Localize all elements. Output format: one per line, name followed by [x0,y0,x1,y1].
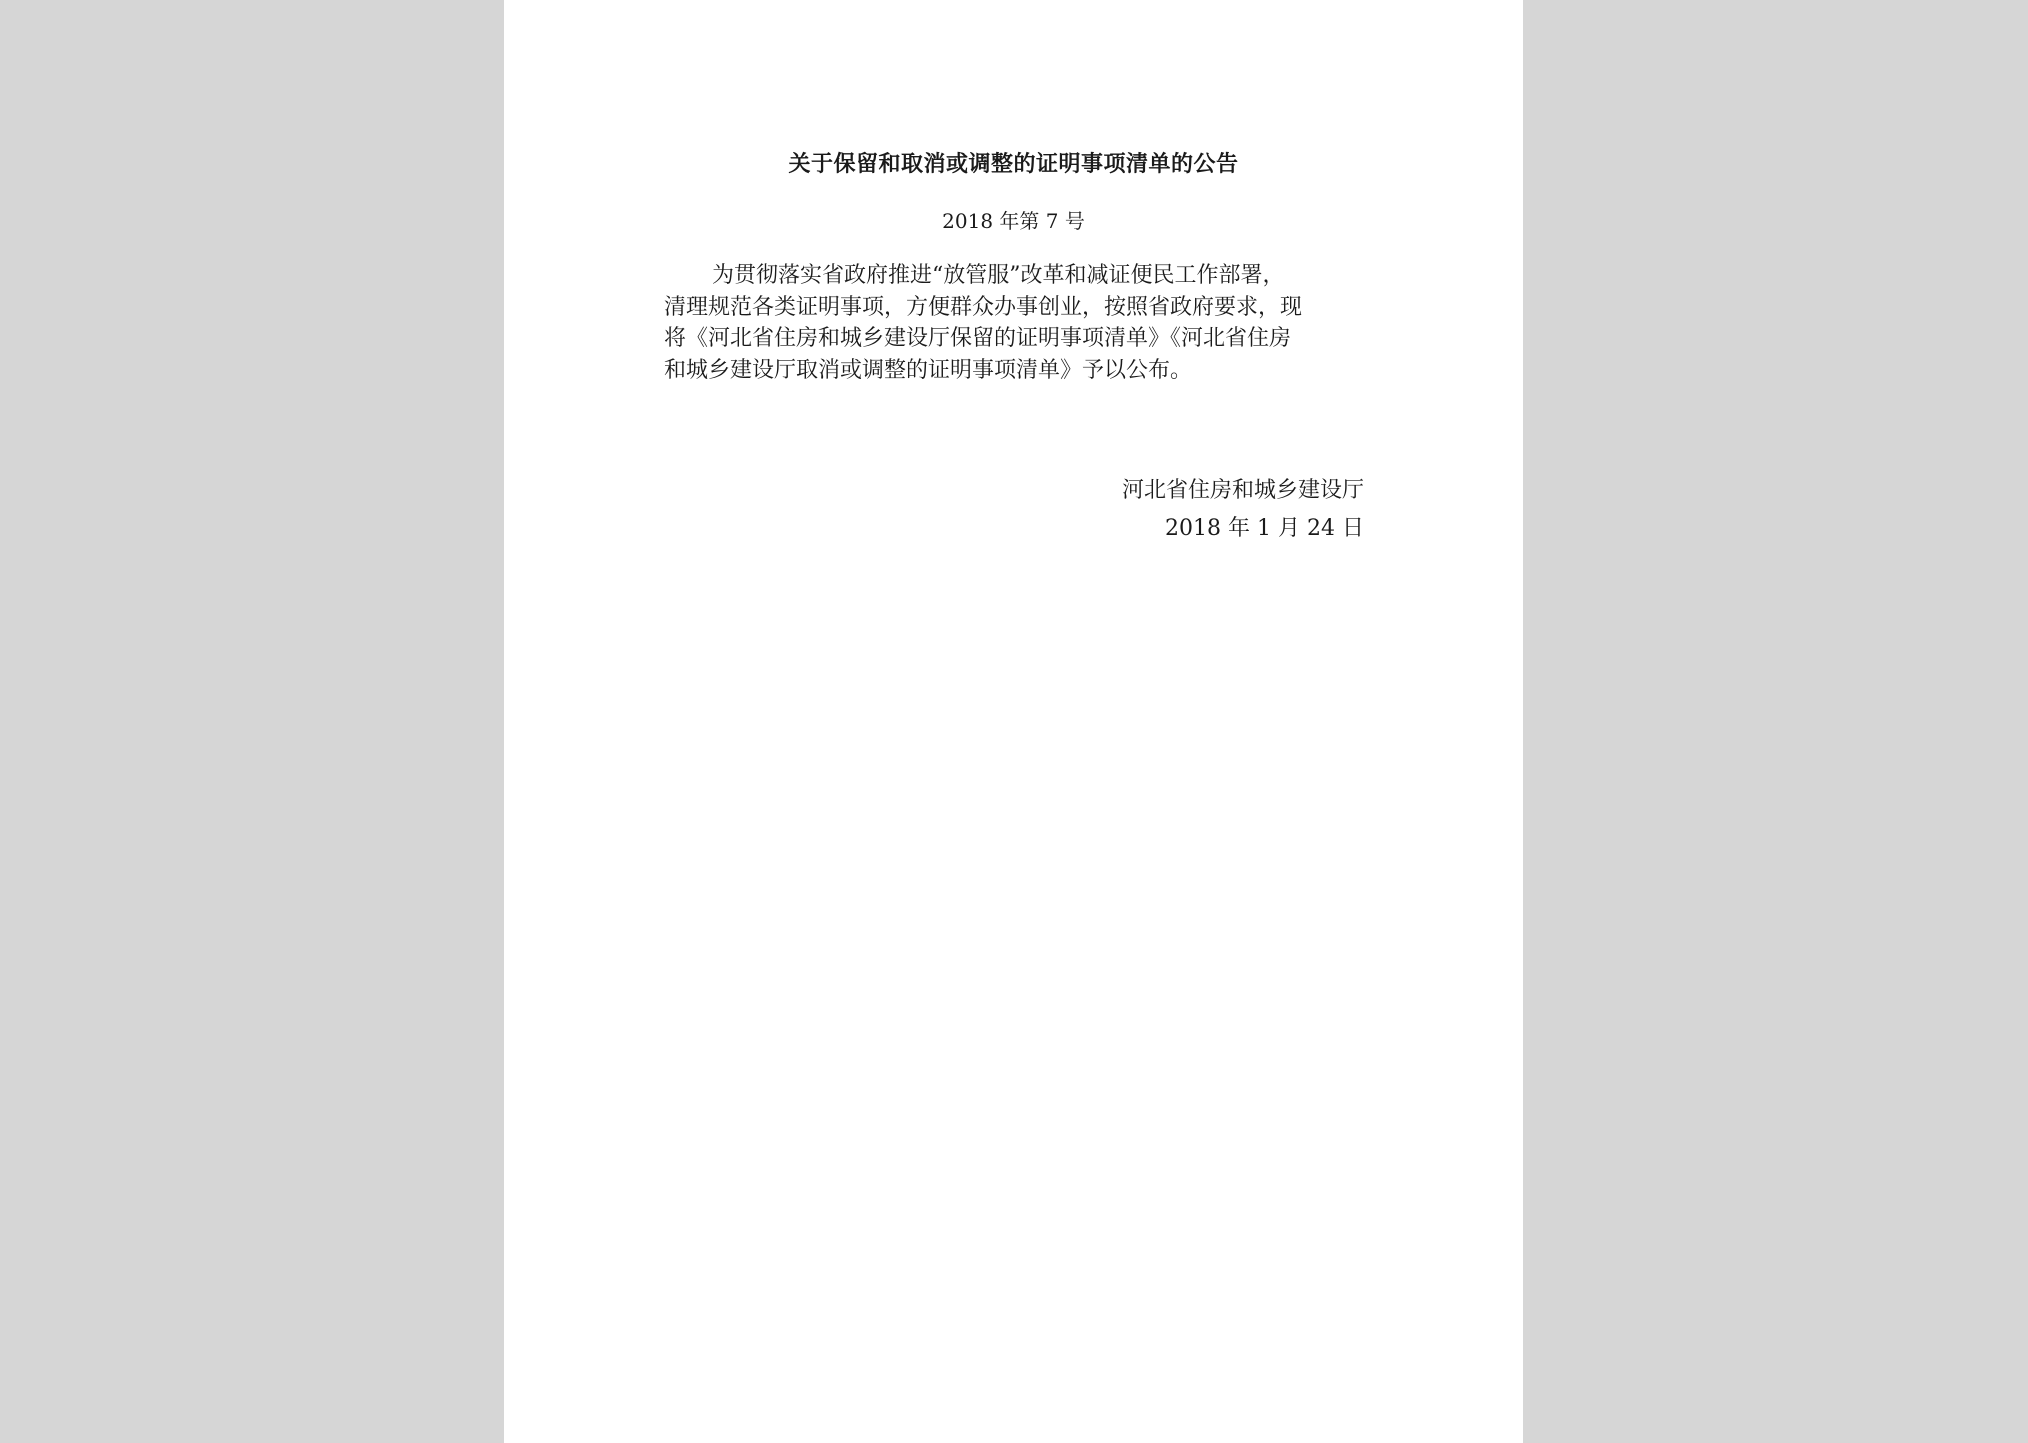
document-page [504,0,1523,1443]
body-line: 和城乡建设厅取消或调整的证明事项清单》予以公布。 [664,357,1193,383]
issue-date: 2018 年 1 月 24 日 [1165,516,1364,541]
document-body [664,260,1364,386]
body-line: 将《河北省住房和城乡建设厅保留的证明事项清单》《河北省住房 [664,326,1292,351]
document-title: 关于保留和取消或调整的证明事项清单的公告 [788,151,1239,177]
document-number: 2018 年第 7 号 [942,209,1085,233]
signature-block [1064,472,1364,548]
body-line: 清理规范各类证明事项，方便群众办事创业，按照省政府要求，现 [664,294,1303,320]
body-line: 为贯彻落实省政府推进“放管服”改革和减证便民工作部署， [712,263,1285,288]
issuer-name: 河北省住房和城乡建设厅 [1121,478,1364,503]
